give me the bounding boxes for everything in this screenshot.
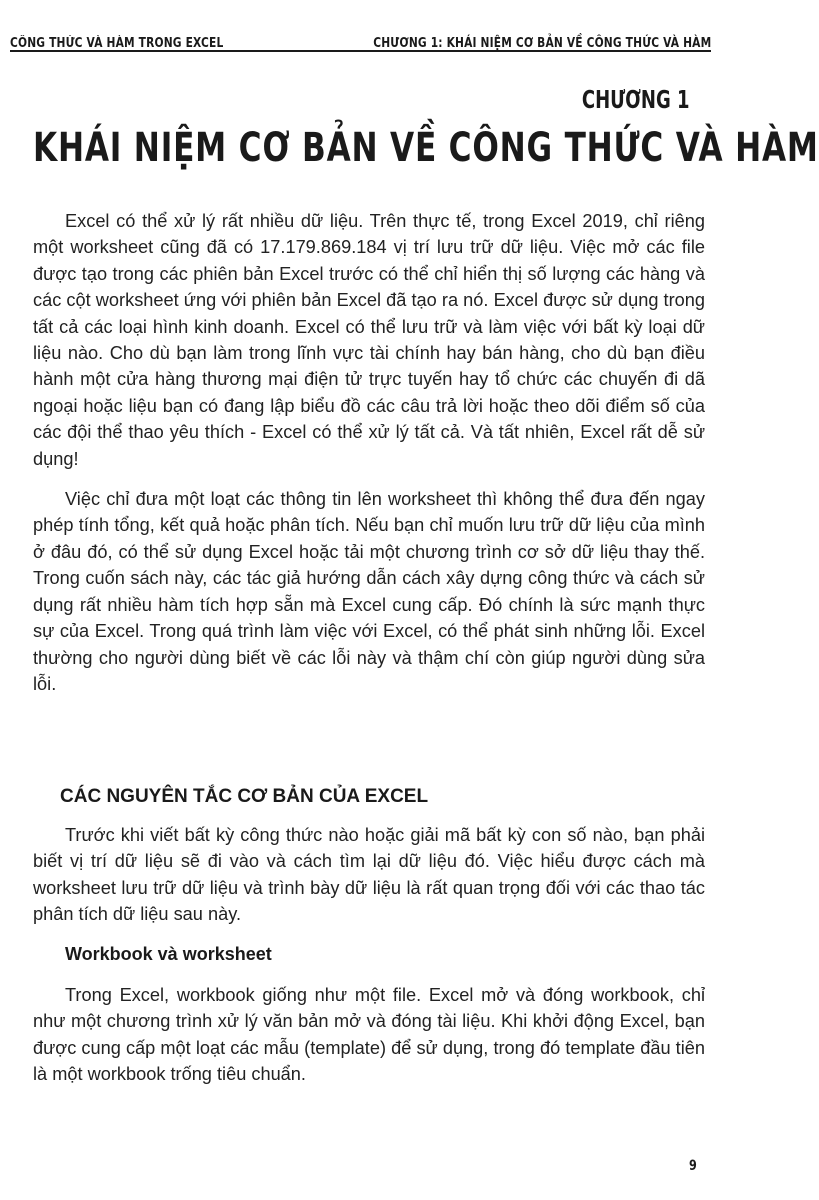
subsection-paragraph: Trong Excel, workbook giống như một file. Excel mở và đóng workbook, chỉ như một chương trình xử lý văn bản mở và đóng tài liệu. Khi khởi động Excel, bạn được cung cấp một loạt các mẫu (template) để sử dụng, trong đó template đầu tiên là một workbook trống tiêu chuẩn. [33, 985, 705, 1085]
running-header [10, 14, 711, 52]
chapter-number: CHƯƠNG 1 [582, 85, 690, 114]
section-body [33, 822, 705, 928]
intro-paragraph-2: Việc chỉ đưa một loạt các thông tin lên worksheet thì không thể đưa đến ngay phép tính tổng, kết quả hoặc phân tích. Nếu bạn chỉ muốn lưu trữ dữ liệu của mình ở đâu đó, có thể sử dụng Excel hoặc tải một chương trình cơ sở dữ liệu thay thế. Trong cuốn sách này, các tác giả hướng dẫn cách xây dựng công thức và cách sử dụng rất nhiều hàm tích hợp sẵn mà Excel cung cấp. Đó chính là sức mạnh thực sự của Excel. Trong quá trình làm việc với Excel, có thể phát sinh những lỗi. Excel thường cho người dùng biết về các lỗi này và thậm chí còn giúp người dùng sửa lỗi. [33, 489, 705, 694]
intro-body [33, 208, 705, 697]
subsection-body [33, 982, 705, 1088]
header-book-title: CÔNG THỨC VÀ HÀM TRONG EXCEL [10, 36, 224, 51]
chapter-title: KHÁI NIỆM CƠ BẢN VỀ CÔNG THỨC VÀ HÀM [33, 125, 819, 171]
page-number: 9 [689, 1158, 697, 1174]
subsection-heading: Workbook và worksheet [65, 944, 272, 964]
header-chapter-title: CHƯƠNG 1: KHÁI NIỆM CƠ BẢN VỀ CÔNG THỨC VÀ HÀM [372, 36, 711, 51]
section-paragraph: Trước khi viết bất kỳ công thức nào hoặc giải mã bất kỳ con số nào, bạn phải biết vị trí dữ liệu sẽ đi vào và cách tìm lại dữ liệu đó. Việc hiểu được cách mà worksheet lưu trữ dữ liệu và trình bày dữ liệu là rất quan trọng đối với các thao tác phân tích dữ liệu sau này. [33, 825, 705, 925]
intro-paragraph-1: Excel có thể xử lý rất nhiều dữ liệu. Trên thực tế, trong Excel 2019, chỉ riêng một worksheet cũng đã có 17.179.869.184 vị trí lưu trữ dữ liệu. Việc mở các file được tạo trong các phiên bản Excel trước có thể chỉ hiển thị số lượng các hàng và các cột worksheet ứng với phiên bản Excel đã tạo ra nó. Excel được sử dụng trong tất cả các loại hình kinh doanh. Excel có thể lưu trữ và làm việc với bất kỳ loại dữ liệu nào. Cho dù bạn làm trong lĩnh vực tài chính hay bán hàng, cho dù bạn điều hành một cửa hàng thương mại điện tử trực tuyến hay tổ chức các chuyến đi dã ngoại hoặc liệu bạn có đang lập biểu đồ các câu trả lời hoặc theo dõi điểm số của các đội thể thao yêu thích - Excel có thể xử lý tất cả. Và tất nhiên, Excel rất dễ sử dụng! [33, 211, 705, 469]
section-heading: CÁC NGUYÊN TẮC CƠ BẢN CỦA EXCEL [60, 786, 429, 807]
